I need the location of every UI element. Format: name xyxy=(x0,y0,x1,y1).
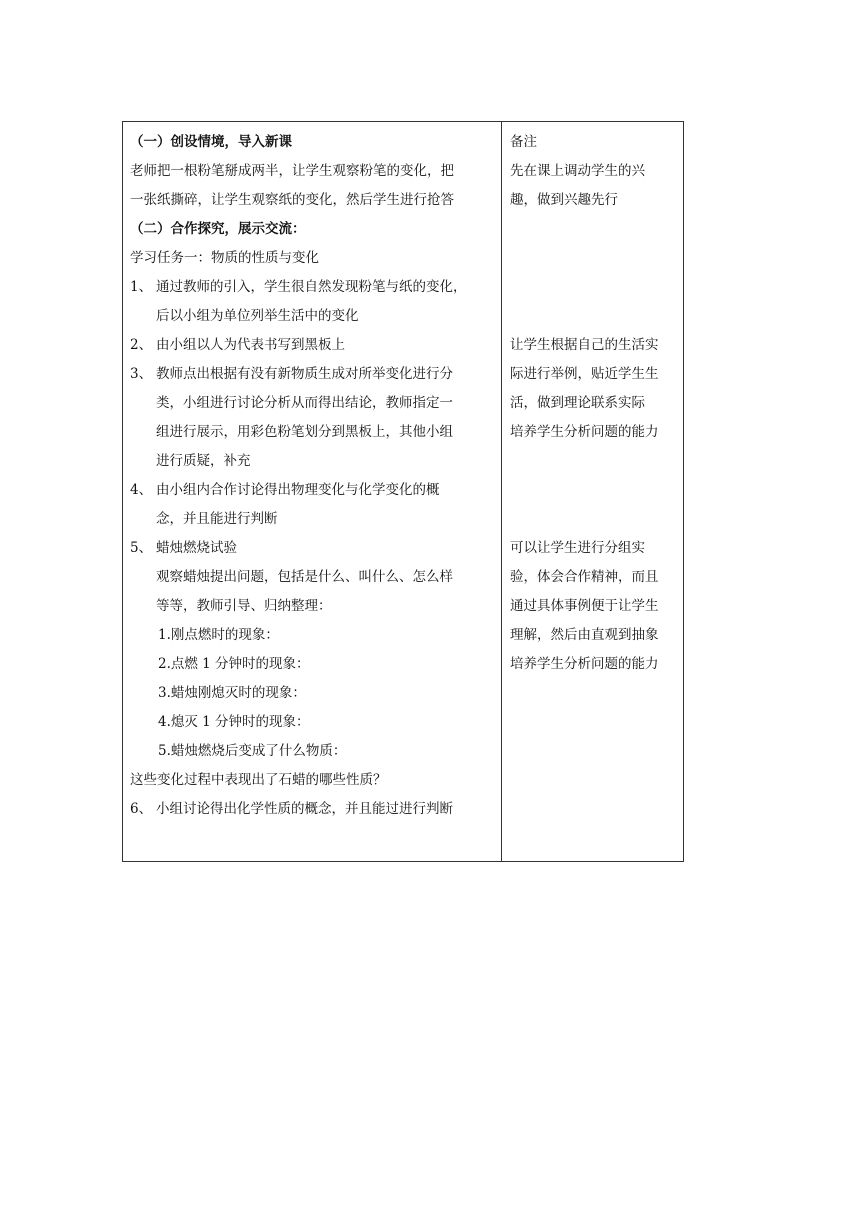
lesson-table xyxy=(122,121,684,862)
note-3-line-5: 培养学生分析问题的能力 xyxy=(510,656,659,672)
note-1-line-1: 先在课上调动学生的兴 xyxy=(510,163,645,179)
item-3-line-3: 组进行展示，用彩色粉笔划分到黑板上，其他小组 xyxy=(156,424,453,440)
note-3-line-1: 可以让学生进行分组实 xyxy=(510,540,645,556)
item-5-line-2: 观察蜡烛提出问题，包括是什么、叫什么、怎么样 xyxy=(156,569,453,585)
section-1-text-line-2: 一张纸撕碎，让学生观察纸的变化，然后学生进行抢答 xyxy=(130,192,454,208)
section-1-text-line-1: 老师把一根粉笔掰成两半，让学生观察粉笔的变化，把 xyxy=(130,163,454,179)
sub-item-2: 2.点燃 1 分钟时的现象： xyxy=(158,656,310,672)
notes-header: 备注 xyxy=(510,134,537,150)
sub-item-4: 4.熄灭 1 分钟时的现象： xyxy=(158,714,310,730)
note-3-line-2: 验，体会合作精神，而且 xyxy=(510,569,659,585)
note-1-line-2: 趣，做到兴趣先行 xyxy=(510,192,618,208)
sub-item-3: 3.蜡烛刚熄灭时的现象： xyxy=(158,685,306,701)
item-3-line-2: 类，小组进行讨论分析从而得出结论，教师指定一 xyxy=(156,395,453,411)
sub-item-5: 5.蜡烛燃烧后变成了什么物质： xyxy=(158,743,347,759)
note-3-line-3: 通过具体事例便于让学生 xyxy=(510,598,659,614)
section-1-title: （一）创设情境，导入新课 xyxy=(130,134,292,150)
item-3-line-4: 进行质疑，补充 xyxy=(156,453,251,469)
note-2-line-4: 培养学生分析问题的能力 xyxy=(510,424,659,440)
item-5-line-1: 5、 蜡烛燃烧试验 xyxy=(130,534,498,563)
item-6-number: 6、 xyxy=(130,801,153,817)
item-1-line-2: 后以小组为单位列举生活中的变化 xyxy=(156,308,359,324)
item-1-number: 1、 xyxy=(130,279,153,295)
item-4-line-2: 念，并且能进行判断 xyxy=(156,511,278,527)
item-5-line-3: 等等，教师引导、归纳整理： xyxy=(156,598,332,614)
item-1-line-1: 1、 通过教师的引入，学生很自然发现粉笔与纸的变化， xyxy=(130,273,498,302)
section-2-title: （二）合作探究，展示交流： xyxy=(130,221,306,237)
note-2-line-2: 际进行举例，贴近学生生 xyxy=(510,366,659,382)
item-2-line-1: 2、 由小组以人为代表书写到黑板上 xyxy=(130,331,498,360)
sub-item-1: 1.刚点燃时的现象： xyxy=(158,627,279,643)
content-column xyxy=(130,128,498,824)
notes-column xyxy=(510,128,680,679)
item-4-number: 4、 xyxy=(130,482,153,498)
note-3-line-4: 理解，然后由直观到抽象 xyxy=(510,627,659,643)
item-5-number: 5、 xyxy=(130,540,153,556)
item-3-number: 3、 xyxy=(130,366,153,382)
item-2-number: 2、 xyxy=(130,337,153,353)
question-line: 这些变化过程中表现出了石蜡的哪些性质？ xyxy=(130,772,387,788)
task-1-title: 学习任务一：物质的性质与变化 xyxy=(130,250,319,266)
item-4-line-1: 4、 由小组内合作讨论得出物理变化与化学变化的概 xyxy=(130,476,498,505)
note-2-line-1: 让学生根据自己的生活实 xyxy=(510,337,659,353)
item-3-line-1: 3、 教师点出根据有没有新物质生成对所举变化进行分 xyxy=(130,360,498,389)
column-divider xyxy=(501,122,502,861)
item-6-line-1: 6、 小组讨论得出化学性质的概念，并且能过进行判断 xyxy=(130,795,498,824)
note-2-line-3: 活，做到理论联系实际 xyxy=(510,395,645,411)
